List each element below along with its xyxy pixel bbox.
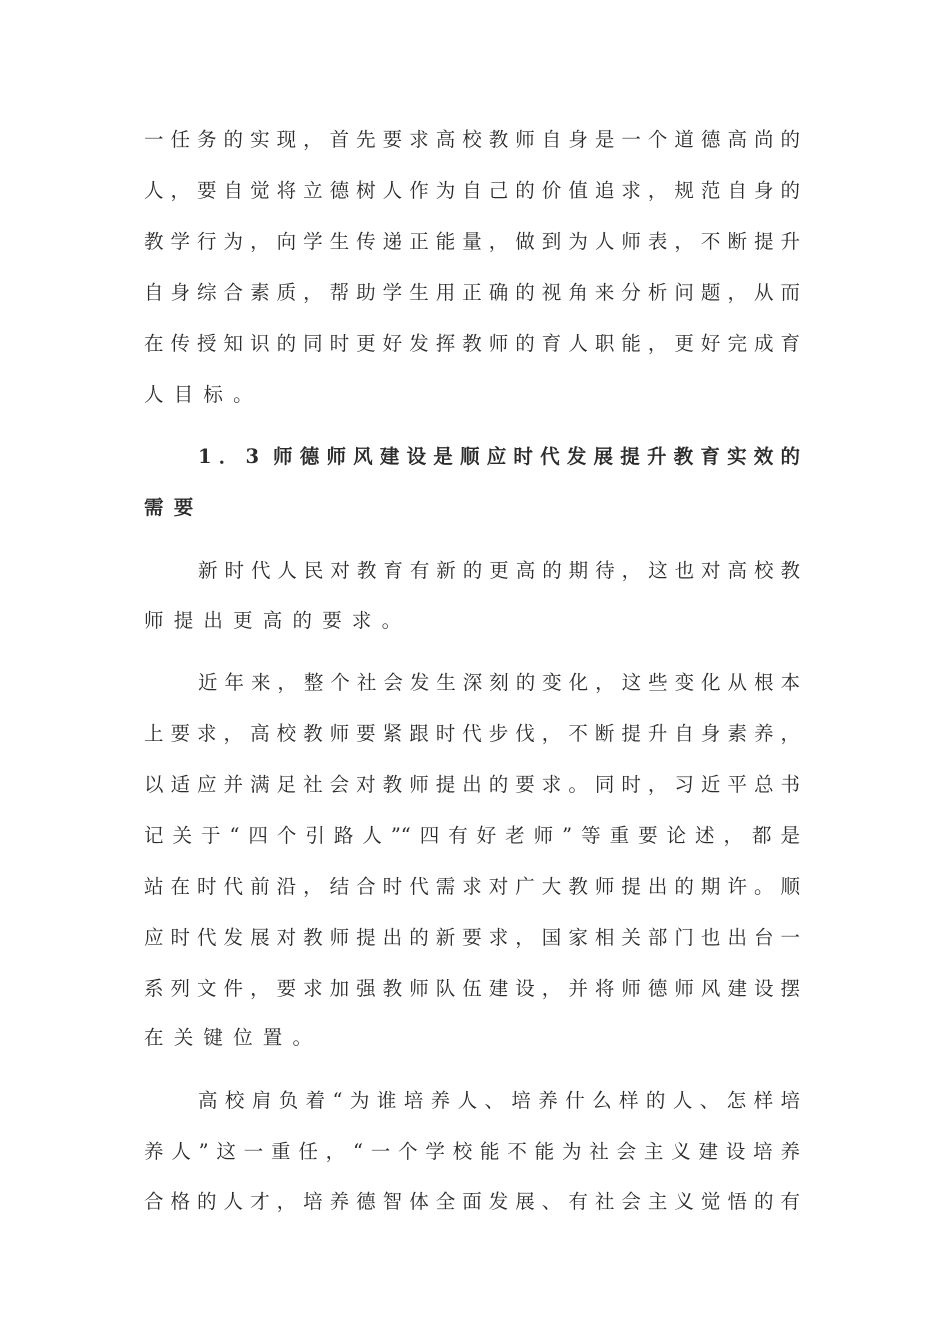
paragraph-line: 高校肩负着“为谁培养人、培养什么样的人、怎样培 (198, 1089, 800, 1112)
paragraph-line: 近年来，整个社会发生深刻的变化，这些变化从根本 (198, 671, 800, 694)
paragraph-line: 系列文件，要求加强教师队伍建设，并将师德师风建设摆 (144, 977, 800, 1000)
paragraph-line: 站在时代前沿，结合时代需求对广大教师提出的期许。顺 (144, 875, 800, 898)
paragraph-line: 在传授知识的同时更好发挥教师的育人职能，更好完成育 (144, 332, 800, 355)
paragraph-line: 自身综合素质，帮助学生用正确的视角来分析问题，从而 (144, 281, 800, 304)
paragraph-line: 新时代人民对教育有新的更高的期待，这也对高校教 (198, 559, 800, 582)
paragraph-line: 教学行为，向学生传递正能量，做到为人师表，不断提升 (144, 230, 800, 253)
section-heading: 需要 (144, 496, 204, 519)
paragraph-line: 人，要自觉将立德树人作为自己的价值追求，规范自身的 (144, 179, 800, 202)
paragraph-line: 人目标。 (144, 383, 263, 406)
paragraph-line: 合格的人才，培养德智体全面发展、有社会主义觉悟的有 (144, 1190, 800, 1213)
paragraph-line: 上要求，高校教师要紧跟时代步伐，不断提升自身素养， (144, 722, 800, 745)
paragraph-line: 在关键位置。 (144, 1026, 323, 1049)
paragraph-line: 以适应并满足社会对教师提出的要求。同时，习近平总书 (144, 773, 800, 796)
section-heading: 1．3 师德师风建设是顺应时代发展提升教育实效的 (198, 445, 800, 468)
paragraph-line: 记关于“四个引路人”“四有好老师”等重要论述，都是 (144, 824, 800, 847)
paragraph-line: 师提出更高的要求。 (144, 609, 412, 632)
paragraph-line: 应时代发展对教师提出的新要求，国家相关部门也出台一 (144, 926, 800, 949)
paragraph-line: 一任务的实现，首先要求高校教师自身是一个道德高尚的 (144, 128, 800, 151)
paragraph-line: 养人”这一重任，“一个学校能不能为社会主义建设培养 (144, 1140, 800, 1163)
